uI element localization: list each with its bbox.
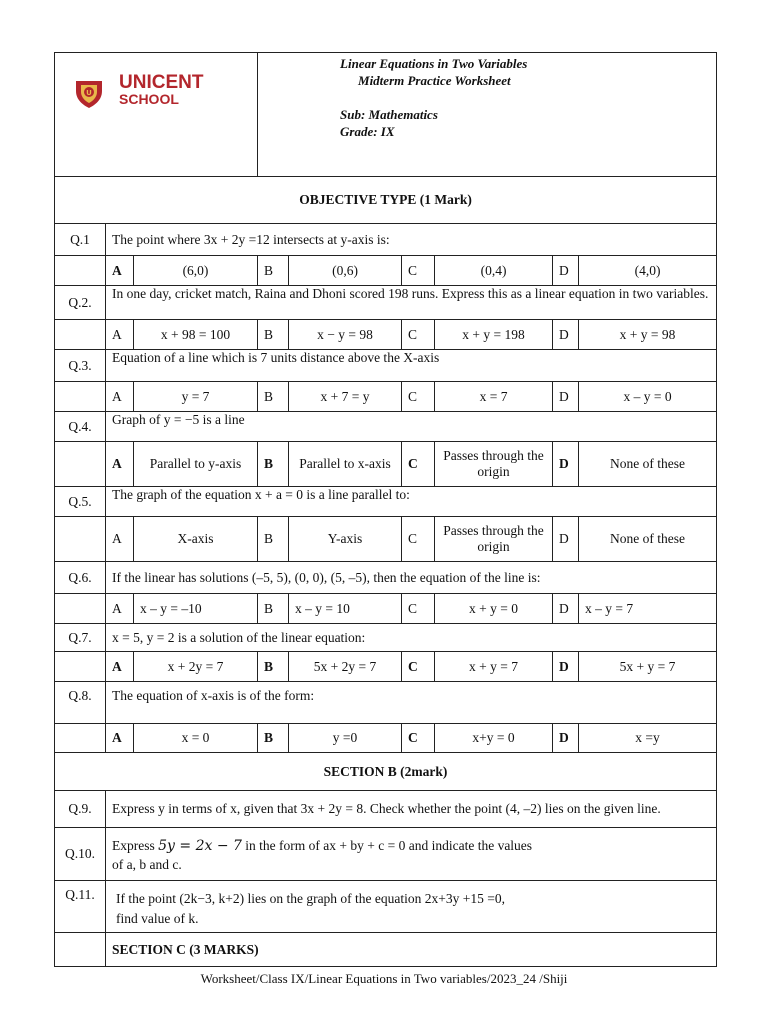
empty-cell	[55, 256, 106, 286]
option-value: y =0	[289, 724, 402, 753]
question-number: Q.3.	[55, 350, 106, 382]
option-label: A	[106, 442, 134, 487]
option-value: 5x + y = 7	[579, 652, 717, 682]
option-value: x + y = 98	[579, 320, 717, 350]
option-label: D	[553, 320, 579, 350]
empty-cell	[55, 933, 106, 967]
question-text	[106, 881, 717, 933]
question-text	[106, 828, 717, 881]
empty-cell	[55, 382, 106, 412]
option-label: B	[258, 320, 289, 350]
svg-text:U: U	[86, 89, 92, 97]
option-value: x + 98 = 100	[134, 320, 258, 350]
empty-cell	[55, 652, 106, 682]
option-value: 5x + 2y = 7	[289, 652, 402, 682]
option-label: D	[553, 517, 579, 562]
school-name-line1: UNICENT	[119, 72, 204, 93]
option-label: A	[106, 652, 134, 682]
empty-cell	[55, 517, 106, 562]
question-text: In one day, cricket match, Raina and Dhoni scored 198 runs. Express this as a linear equation in two variables.	[106, 286, 717, 320]
option-value: x – y = 7	[579, 594, 717, 624]
option-label: C	[402, 442, 435, 487]
option-value: (0,6)	[289, 256, 402, 286]
option-value: Parallel to x-axis	[289, 442, 402, 487]
option-label: C	[402, 256, 435, 286]
option-label: B	[258, 724, 289, 753]
question-number: Q.8.	[55, 682, 106, 724]
grade-label: Grade: IX	[340, 124, 395, 139]
question-text: Graph of y = −5 is a line	[106, 412, 717, 442]
option-value: x + y = 7	[435, 652, 553, 682]
option-value: x + y = 0	[435, 594, 553, 624]
option-value: None of these	[579, 442, 717, 487]
empty-cell	[55, 594, 106, 624]
question-text: The equation of x-axis is of the form:	[106, 682, 717, 724]
question-text: Equation of a line which is 7 units distance above the X-axis	[106, 350, 717, 382]
option-value: (6,0)	[134, 256, 258, 286]
question-text-pre: Express	[112, 838, 159, 853]
option-value: x – y = 0	[579, 382, 717, 412]
option-value: x = 7	[435, 382, 553, 412]
question-number: Q.10.	[55, 828, 106, 881]
school-name-line2: SCHOOL	[119, 91, 179, 107]
school-name	[119, 72, 204, 107]
option-label: D	[553, 594, 579, 624]
option-value: x – y = –10	[134, 594, 258, 624]
option-value: (4,0)	[579, 256, 717, 286]
option-value: x – y = 10	[289, 594, 402, 624]
question-text-line2: of a, b and c.	[112, 857, 182, 872]
option-label: D	[553, 382, 579, 412]
question-text-line2: find value of k.	[116, 910, 199, 926]
option-label: A	[106, 517, 134, 562]
option-label: A	[106, 256, 134, 286]
worksheet-subtitle: Midterm Practice Worksheet	[358, 73, 511, 88]
school-crest-icon	[73, 77, 105, 113]
question-text: x = 5, y = 2 is a solution of the linear equation:	[106, 624, 717, 652]
worksheet-table	[54, 52, 717, 967]
question-number: Q.11.	[55, 881, 106, 933]
option-label: D	[553, 442, 579, 487]
option-value: x = 0	[134, 724, 258, 753]
question-text-post: in the form of ax + by + c = 0 and indicate the values	[241, 838, 533, 853]
option-value: x+y = 0	[435, 724, 553, 753]
option-value: x + 2y = 7	[134, 652, 258, 682]
option-value: Passes through the origin	[435, 442, 553, 487]
option-label: D	[553, 724, 579, 753]
option-value: x =y	[579, 724, 717, 753]
question-text: Express y in terms of x, given that 3x + 2y = 8. Check whether the point (4, –2) lies on the given line.	[106, 791, 717, 828]
question-text: The point where 3x + 2y =12 intersects at y-axis is:	[106, 224, 717, 256]
question-number: Q.1	[55, 224, 106, 256]
option-label: B	[258, 442, 289, 487]
option-label: C	[402, 594, 435, 624]
option-label: C	[402, 652, 435, 682]
option-label: C	[402, 724, 435, 753]
question-text: If the linear has solutions (–5, 5), (0, 0), (5, –5), then the equation of the line is:	[106, 562, 717, 594]
option-value: y = 7	[134, 382, 258, 412]
question-number: Q.5.	[55, 487, 106, 517]
question-number: Q.7.	[55, 624, 106, 652]
option-label: A	[106, 724, 134, 753]
option-value: x + y = 198	[435, 320, 553, 350]
question-number: Q.4.	[55, 412, 106, 442]
section-objective-heading: OBJECTIVE TYPE (1 Mark)	[55, 177, 717, 224]
page-footer: Worksheet/Class IX/Linear Equations in Two variables/2023_24 /Shiji	[200, 971, 568, 986]
section-c-heading: SECTION C (3 MARKS)	[106, 933, 717, 967]
option-value: (0,4)	[435, 256, 553, 286]
worksheet-header	[258, 53, 717, 177]
section-b-heading: SECTION B (2mark)	[55, 753, 717, 791]
school-logo-cell	[55, 53, 258, 177]
empty-cell	[55, 320, 106, 350]
option-value: X-axis	[134, 517, 258, 562]
option-label: C	[402, 320, 435, 350]
empty-cell	[55, 442, 106, 487]
option-label: A	[106, 382, 134, 412]
option-value: x − y = 98	[289, 320, 402, 350]
question-number: Q.6.	[55, 562, 106, 594]
option-value: Parallel to y-axis	[134, 442, 258, 487]
question-text: The graph of the equation x + a = 0 is a line parallel to:	[106, 487, 717, 517]
option-value: Y-axis	[289, 517, 402, 562]
option-label: B	[258, 652, 289, 682]
option-value: x + 7 = y	[289, 382, 402, 412]
option-value: None of these	[579, 517, 717, 562]
option-label: D	[553, 256, 579, 286]
worksheet-title: Linear Equations in Two Variables	[340, 56, 528, 71]
question-number: Q.9.	[55, 791, 106, 828]
question-text-line1: If the point (2k−3, k+2) lies on the graph of the equation 2x+3y +15 =0,	[116, 890, 505, 906]
equation: 5y = 2x − 7	[158, 838, 242, 854]
option-value: Passes through the origin	[435, 517, 553, 562]
option-label: C	[402, 382, 435, 412]
option-label: A	[106, 594, 134, 624]
option-label: D	[553, 652, 579, 682]
question-number: Q.2.	[55, 286, 106, 320]
subject-label: Sub: Mathematics	[340, 107, 438, 122]
option-label: B	[258, 382, 289, 412]
option-label: B	[258, 256, 289, 286]
empty-cell	[55, 724, 106, 753]
option-label: C	[402, 517, 435, 562]
option-label: A	[106, 320, 134, 350]
option-label: B	[258, 517, 289, 562]
option-label: B	[258, 594, 289, 624]
